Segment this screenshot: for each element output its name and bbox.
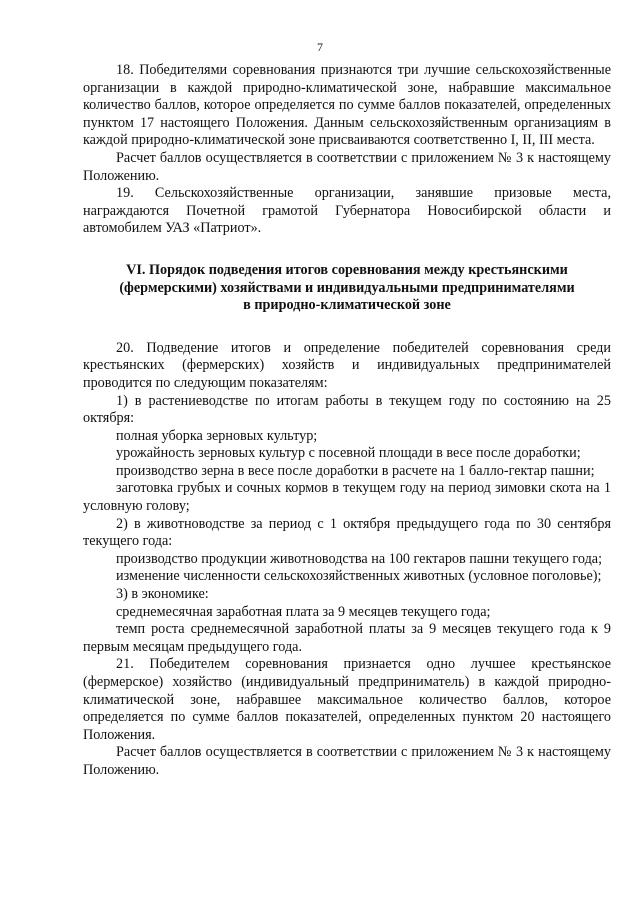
list-item-economy: 3) в экономике: xyxy=(116,586,209,603)
page-number: 7 xyxy=(317,40,323,54)
section-heading xyxy=(83,262,611,315)
paragraph-19: 19. Сельскохозяйственные организации, занявшие призовые места, награждаются Почетной грамотой Губернатора Новосибирской области и автомобилем УАЗ «Патриот». xyxy=(83,185,611,237)
section-heading-line-1: VI. Порядок подведения итогов соревнования между крестьянскими xyxy=(126,261,568,278)
section-heading-line-3: в природно-климатической зоне xyxy=(243,297,451,314)
paragraph-21: 21. Победителем соревнования признается одно лучшее крестьянское (фермерское) хозяйство (индивидуальный предприниматель) в каждой природно-климатической зоне, набравшее максимальное количество баллов, которое определяется по сумме баллов показателей, определенных пунктом 20 настоящего Положения. xyxy=(83,656,611,743)
list-item-yield: урожайность зерновых культур с посевной площади в весе после доработки; xyxy=(116,445,581,462)
section-heading-line-2: (фермерскими) хозяйствами и индивидуальными предпринимателями xyxy=(119,279,575,296)
list-item-salary-growth: темп роста среднемесячной заработной платы за 9 месяцев текущего года к 9 первым месяцам предыдущего года. xyxy=(83,621,611,655)
paragraph-18-calculation: Расчет баллов осуществляется в соответствии с приложением № 3 к настоящему Положению. xyxy=(83,149,611,184)
list-item-grain-production: производство зерна в весе после доработки в расчете на 1 балло-гектар пашни; xyxy=(116,462,595,479)
list-item-harvest: полная уборка зерновых культур; xyxy=(116,427,318,444)
list-item-livestock: 2) в животноводстве за период с 1 октября предыдущего года по 30 сентября текущего года: xyxy=(83,515,611,550)
list-item-crop-production: 1) в растениеводстве по итогам работы в текущем году по состоянию на 25 октября: xyxy=(83,392,611,427)
document-body xyxy=(83,62,611,780)
list-item-fodder: заготовка грубых и сочных кормов в текущем году на период зимовки скота на 1 условную голову; xyxy=(83,480,611,515)
list-item-average-salary: среднемесячная заработная плата за 9 месяцев текущего года; xyxy=(116,603,491,620)
paragraph-20: 20. Подведение итогов и определение победителей соревнования среди крестьянских (фермерских) хозяйств и индивидуальных предпринимателей проводится по следующим показателям: xyxy=(83,339,611,391)
paragraph-21-calculation: Расчет баллов осуществляется в соответствии с приложением № 3 к настоящему Положению. xyxy=(83,744,611,778)
list-item-herd-change: изменение численности сельскохозяйственных животных (условное поголовье); xyxy=(116,568,602,585)
list-item-livestock-output: производство продукции животноводства на 100 гектаров пашни текущего года; xyxy=(116,550,603,567)
paragraph-18: 18. Победителями соревнования признаются три лучшие сельскохозяйственные организации в каждой природно-климатической зоне, набравшие максимальное количество баллов, которое определяется по сумме баллов показателей, определенных пунктом 17 настоящего Положения. Данным сельскохозяйственным организациям в каждой природно-климатической зоне присваиваются соответственно I, II, III места. xyxy=(83,62,611,149)
